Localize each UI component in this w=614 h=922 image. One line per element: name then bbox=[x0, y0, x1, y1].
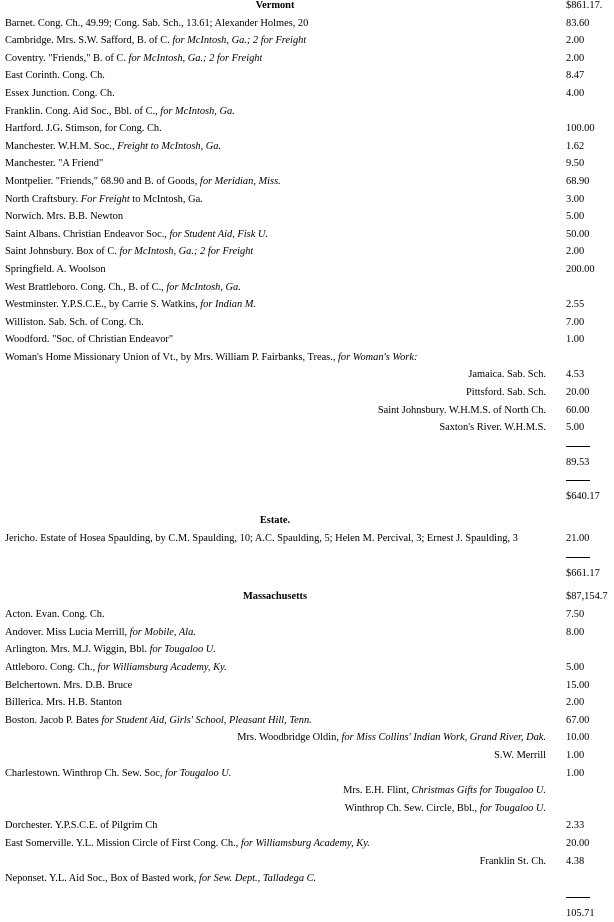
ledger-entry-indented bbox=[439, 419, 546, 437]
entry-designation: for Indian M. bbox=[197, 299, 256, 311]
ledger-row bbox=[0, 50, 614, 68]
entry-amount: 60.00 bbox=[566, 404, 590, 416]
ledger-entry bbox=[5, 817, 157, 835]
entry-amount: 2.00 bbox=[566, 697, 585, 709]
ledger-row bbox=[0, 817, 614, 835]
entry-text: Saint Johnsbury. Box of C. bbox=[5, 246, 117, 258]
entry-designation: Freight to McIntosh, Ga. bbox=[114, 140, 222, 152]
ledger-entry bbox=[5, 103, 235, 121]
entry-amount: 5.00 bbox=[566, 662, 585, 673]
entry-amount: 2.33 bbox=[566, 820, 585, 832]
entry-designation: for Williamsburg Academy, Ky. bbox=[238, 837, 370, 849]
ledger-row bbox=[0, 677, 614, 695]
ledger-row bbox=[0, 15, 614, 33]
ledger-entry bbox=[5, 226, 268, 244]
entry-text: Winthrop Ch. Sew. Circle, Bbl., bbox=[344, 802, 478, 814]
entry-text: Montpelier. "Friends," 68.90 and B. of Goods, bbox=[5, 175, 198, 187]
entry-designation: for McIntosh, Ga.; 2 for Freight bbox=[125, 52, 263, 64]
entry-text: Dorchester. Y.P.S.C.E. of Pilgrim Ch bbox=[5, 820, 158, 832]
entry-designation: for Mobile, Ala. bbox=[127, 626, 196, 638]
entry-text: Attleboro. Cong. Ch., bbox=[5, 662, 96, 673]
entry-designation: for Sew. Dept., Talladega C. bbox=[196, 873, 317, 885]
total-rule bbox=[0, 471, 614, 488]
section-heading-row bbox=[0, 0, 614, 15]
total-amount: $640.17 bbox=[566, 491, 600, 503]
entry-text: Mrs. Woodbridge Oldin, bbox=[237, 732, 339, 744]
entry-amount: 3.00 bbox=[566, 193, 585, 205]
entry-amount: 1.00 bbox=[566, 767, 585, 779]
ledger-row bbox=[0, 402, 614, 420]
ledger-entry bbox=[5, 155, 103, 173]
ledger-row bbox=[0, 120, 614, 138]
entry-amount: 2.00 bbox=[566, 246, 585, 258]
entry-text: North Craftsbury. bbox=[5, 193, 79, 205]
entry-text: Acton. Evan. Cong. Ch. bbox=[5, 609, 105, 621]
entry-amount: 20.00 bbox=[566, 837, 590, 849]
entry-text: Jamaica. Sab. Sch. bbox=[468, 369, 546, 381]
entry-amount: 21.00 bbox=[566, 533, 590, 545]
entry-designation: for Tougaloo U. bbox=[477, 802, 546, 814]
entry-amount: 8.47 bbox=[566, 70, 585, 82]
ledger-entry-indented bbox=[468, 366, 546, 384]
ledger-entry bbox=[5, 191, 203, 209]
ledger-entry-indented bbox=[378, 402, 546, 420]
ledger-row bbox=[0, 349, 614, 367]
entry-designation: for Meridian, Miss. bbox=[197, 175, 281, 187]
entry-designation: For Freight bbox=[78, 193, 130, 205]
ledger-entry bbox=[5, 530, 518, 548]
entry-amount: 7.50 bbox=[566, 609, 585, 621]
entry-amount: 5.00 bbox=[566, 211, 585, 223]
entry-text: Andover. Miss Lucia Merrill, bbox=[5, 626, 128, 638]
entry-text: Arlington. Mrs. M.J. Wiggin, Bbl. bbox=[5, 644, 147, 656]
entry-text: Pittsford. Sab. Sch. bbox=[466, 387, 546, 399]
entry-designation: for Williamsburg Academy, Ky. bbox=[95, 662, 227, 673]
ledger-entry-indented bbox=[494, 747, 546, 765]
entry-designation: for Woman's Work: bbox=[335, 351, 418, 363]
rule-line bbox=[566, 897, 590, 898]
ledger-row bbox=[0, 729, 614, 747]
total-rule bbox=[0, 548, 614, 565]
ledger-row bbox=[0, 261, 614, 279]
entry-text: Westminster. Y.P.S.C.E., by Carrie S. Watkins, bbox=[5, 299, 198, 311]
ledger-entry bbox=[5, 261, 106, 279]
entry-amount: 2.00 bbox=[566, 35, 585, 47]
section-heading-amount: $861.17. bbox=[566, 0, 603, 11]
ledger-row bbox=[0, 366, 614, 384]
ledger-row bbox=[0, 747, 614, 765]
ledger-row bbox=[0, 765, 614, 783]
entry-text: Woodford. "Soc. of Christian Endeavor" bbox=[5, 334, 174, 346]
ledger-entry-indented bbox=[466, 384, 546, 402]
ledger-entry bbox=[5, 243, 253, 261]
ledger-row bbox=[0, 659, 614, 677]
entry-amount: 8.00 bbox=[566, 626, 585, 638]
ledger-row bbox=[0, 243, 614, 261]
entry-text-continued: to McIntosh, Ga. bbox=[129, 193, 203, 205]
entry-amount: 83.60 bbox=[566, 17, 590, 29]
section-heading-amount: $87,154.7 bbox=[566, 591, 608, 603]
entry-text: Williston. Sab. Sch. of Cong. Ch. bbox=[5, 316, 144, 328]
ledger-row bbox=[0, 85, 614, 103]
entry-designation: for Student Aid, Fisk U. bbox=[166, 228, 269, 240]
ledger-row bbox=[0, 226, 614, 244]
entry-text: Saint Albans. Christian Endeavor Soc., bbox=[5, 228, 167, 240]
ledger-entry-indented bbox=[480, 853, 546, 871]
section-heading: Massachusetts bbox=[242, 591, 308, 603]
ledger-row bbox=[0, 384, 614, 402]
entry-designation: for McIntosh, Ga. bbox=[163, 281, 241, 293]
subtotal-rule bbox=[0, 888, 614, 905]
ledger-row bbox=[0, 712, 614, 730]
entry-amount: 1.00 bbox=[566, 749, 585, 761]
entry-amount: 4.53 bbox=[566, 369, 585, 381]
ledger-entry bbox=[5, 15, 308, 33]
rule-line bbox=[566, 480, 590, 481]
ledger-entry bbox=[5, 641, 216, 659]
entry-amount: 50.00 bbox=[566, 228, 590, 240]
entry-text: Jericho. Estate of Hosea Spaulding, by C.M. Spaulding, 10; A.C. Spaulding, 5; Helen M. Percival, 3; Ernest J. Spaulding, 3 bbox=[5, 533, 518, 545]
ledger-entry bbox=[5, 870, 316, 888]
total-row bbox=[0, 565, 614, 583]
entry-designation: for McIntosh, Ga. bbox=[157, 105, 235, 117]
ledger-row bbox=[0, 208, 614, 226]
entry-amount: 7.00 bbox=[566, 316, 585, 328]
ledger-row bbox=[0, 870, 614, 888]
ledger-entry bbox=[5, 208, 123, 226]
entry-text: Coventry. "Friends," B. of C. bbox=[5, 52, 126, 64]
entry-text: Franklin. Cong. Aid Soc., Bbl. of C., bbox=[5, 105, 158, 117]
ledger-row bbox=[0, 155, 614, 173]
ledger-entry bbox=[5, 85, 115, 103]
ledger-entry bbox=[5, 694, 122, 712]
ledger-entry bbox=[5, 32, 306, 50]
ledger-entry-indented bbox=[343, 782, 546, 800]
entry-amount: 20.00 bbox=[566, 387, 590, 399]
ledger-entry bbox=[5, 677, 132, 695]
ledger-entry bbox=[5, 765, 231, 783]
entry-text: West Brattleboro. Cong. Ch., B. of C., bbox=[5, 281, 164, 293]
entry-amount: 2.00 bbox=[566, 52, 585, 64]
entry-amount: 1.62 bbox=[566, 140, 585, 152]
entry-text: Hartford. J.G. Stimson, for Cong. Ch. bbox=[5, 123, 162, 135]
entry-amount: 9.50 bbox=[566, 158, 585, 170]
ledger-entry bbox=[5, 314, 144, 332]
entry-text: Saint Johnsbury. W.H.M.S. of North Ch. bbox=[377, 404, 546, 416]
ledger-entry-indented bbox=[237, 729, 546, 747]
ledger-row bbox=[0, 103, 614, 121]
entry-text: S.W. Merrill bbox=[494, 749, 546, 761]
ledger-entry bbox=[5, 712, 312, 730]
ledger-entry bbox=[5, 624, 196, 642]
entry-amount: 1.00 bbox=[566, 334, 585, 346]
entry-text: East Corinth. Cong. Ch. bbox=[5, 70, 105, 82]
entry-text: Franklin St. Ch. bbox=[479, 855, 546, 867]
subtotal-amount: 105.71 bbox=[566, 907, 595, 919]
entry-text: Manchester. W.H.M. Soc., bbox=[5, 140, 115, 152]
ledger-row bbox=[0, 279, 614, 297]
entry-text: Cambridge. Mrs. S.W. Safford, B. of C. bbox=[5, 35, 170, 47]
subtotal-rule bbox=[0, 437, 614, 454]
entry-text: Billerica. Mrs. H.B. Stanton bbox=[5, 697, 122, 709]
ledger-row bbox=[0, 800, 614, 818]
entry-designation: for Tougaloo U. bbox=[146, 644, 216, 656]
ledger-row bbox=[0, 67, 614, 85]
ledger-entry bbox=[5, 138, 221, 156]
entry-text: Manchester. "A Friend" bbox=[5, 158, 104, 170]
ledger-entry bbox=[5, 279, 241, 297]
entry-amount: 5.00 bbox=[566, 422, 585, 434]
ledger-row bbox=[0, 694, 614, 712]
ledger-row bbox=[0, 641, 614, 659]
ledger-entry bbox=[5, 331, 173, 349]
entry-designation: for Miss Collins' Indian Work, Grand River, Dak. bbox=[338, 732, 546, 744]
entry-amount: 10.00 bbox=[566, 732, 590, 744]
entry-text: Neponset. Y.L. Aid Soc., Box of Basted work, bbox=[5, 873, 197, 885]
ledger-entry bbox=[5, 173, 281, 191]
ledger-row bbox=[0, 314, 614, 332]
entry-designation: for Tougaloo U. bbox=[162, 767, 232, 779]
ledger-row bbox=[0, 782, 614, 800]
entry-text: Saxton's River. W.H.M.S. bbox=[439, 422, 546, 434]
entry-text: Woman's Home Missionary Union of Vt., by Mrs. William P. Fairbanks, Treas., bbox=[5, 351, 336, 363]
section-heading-row bbox=[0, 506, 614, 530]
entry-text: Norwich. Mrs. B.B. Newton bbox=[5, 211, 124, 223]
ledger-row bbox=[0, 606, 614, 624]
subtotal-row bbox=[0, 454, 614, 472]
section-heading-row bbox=[0, 582, 614, 606]
ledger-row bbox=[0, 138, 614, 156]
ledger-entry bbox=[5, 835, 370, 853]
entry-amount: 68.90 bbox=[566, 175, 590, 187]
ledger-entry bbox=[5, 296, 256, 314]
ledger-row bbox=[0, 296, 614, 314]
entry-amount: 100.00 bbox=[566, 123, 595, 135]
entry-text: East Somerville. Y.L. Mission Circle of First Cong. Ch., bbox=[5, 837, 239, 849]
section-heading: Vermont bbox=[255, 0, 295, 11]
entry-amount: 4.00 bbox=[566, 87, 585, 99]
entry-text: Springfield. A. Woolson bbox=[5, 263, 106, 275]
ledger-entry bbox=[5, 50, 262, 68]
entry-amount: 2.55 bbox=[566, 299, 585, 311]
entry-designation: for McIntosh, Ga.; 2 for Freight bbox=[116, 246, 254, 258]
ledger-row bbox=[0, 191, 614, 209]
entry-designation: for Student Aid, Girls' School, Pleasant Hill, Tenn. bbox=[98, 714, 312, 726]
ledger-entry bbox=[5, 120, 162, 138]
entry-text: Belchertown. Mrs. D.B. Bruce bbox=[5, 679, 133, 691]
ledger-entry bbox=[5, 659, 227, 677]
ledger-row bbox=[0, 530, 614, 548]
ledger-entry bbox=[5, 67, 105, 85]
ledger-row bbox=[0, 624, 614, 642]
ledger-row bbox=[0, 32, 614, 50]
ledger-row bbox=[0, 853, 614, 871]
ledger-entry bbox=[5, 349, 417, 367]
entry-designation: for McIntosh, Ga.; 2 for Freight bbox=[169, 35, 307, 47]
total-amount: $661.17 bbox=[566, 567, 600, 579]
entry-amount: 15.00 bbox=[566, 679, 590, 691]
entry-text: Mrs. E.H. Flint, bbox=[343, 785, 409, 797]
ledger-entry-indented bbox=[345, 800, 546, 818]
subtotal-amount: 89.53 bbox=[566, 456, 590, 468]
entry-amount: 67.00 bbox=[566, 714, 590, 726]
entry-designation: Christmas Gifts for Tougaloo U. bbox=[408, 785, 546, 797]
entry-text: Essex Junction. Cong. Ch. bbox=[5, 87, 115, 99]
entry-text: Barnet. Cong. Ch., 49.99; Cong. Sab. Sch., 13.61; Alexander Holmes, 20 bbox=[5, 17, 309, 29]
ledger-row bbox=[0, 173, 614, 191]
ledger-entry bbox=[5, 606, 105, 624]
entry-amount: 200.00 bbox=[566, 263, 595, 275]
ledger-row bbox=[0, 835, 614, 853]
section-heading: Estate. bbox=[259, 515, 291, 527]
entry-text: Boston. Jacob P. Bates bbox=[5, 714, 99, 726]
ledger-row bbox=[0, 331, 614, 349]
entry-amount: 4.38 bbox=[566, 855, 585, 867]
ledger-row bbox=[0, 419, 614, 437]
entry-text: Charlestown. Winthrop Ch. Sew. Soc, bbox=[5, 767, 163, 779]
total-row bbox=[0, 488, 614, 506]
subtotal-row bbox=[0, 905, 614, 922]
rule-line bbox=[566, 557, 590, 558]
rule-line bbox=[566, 446, 590, 447]
